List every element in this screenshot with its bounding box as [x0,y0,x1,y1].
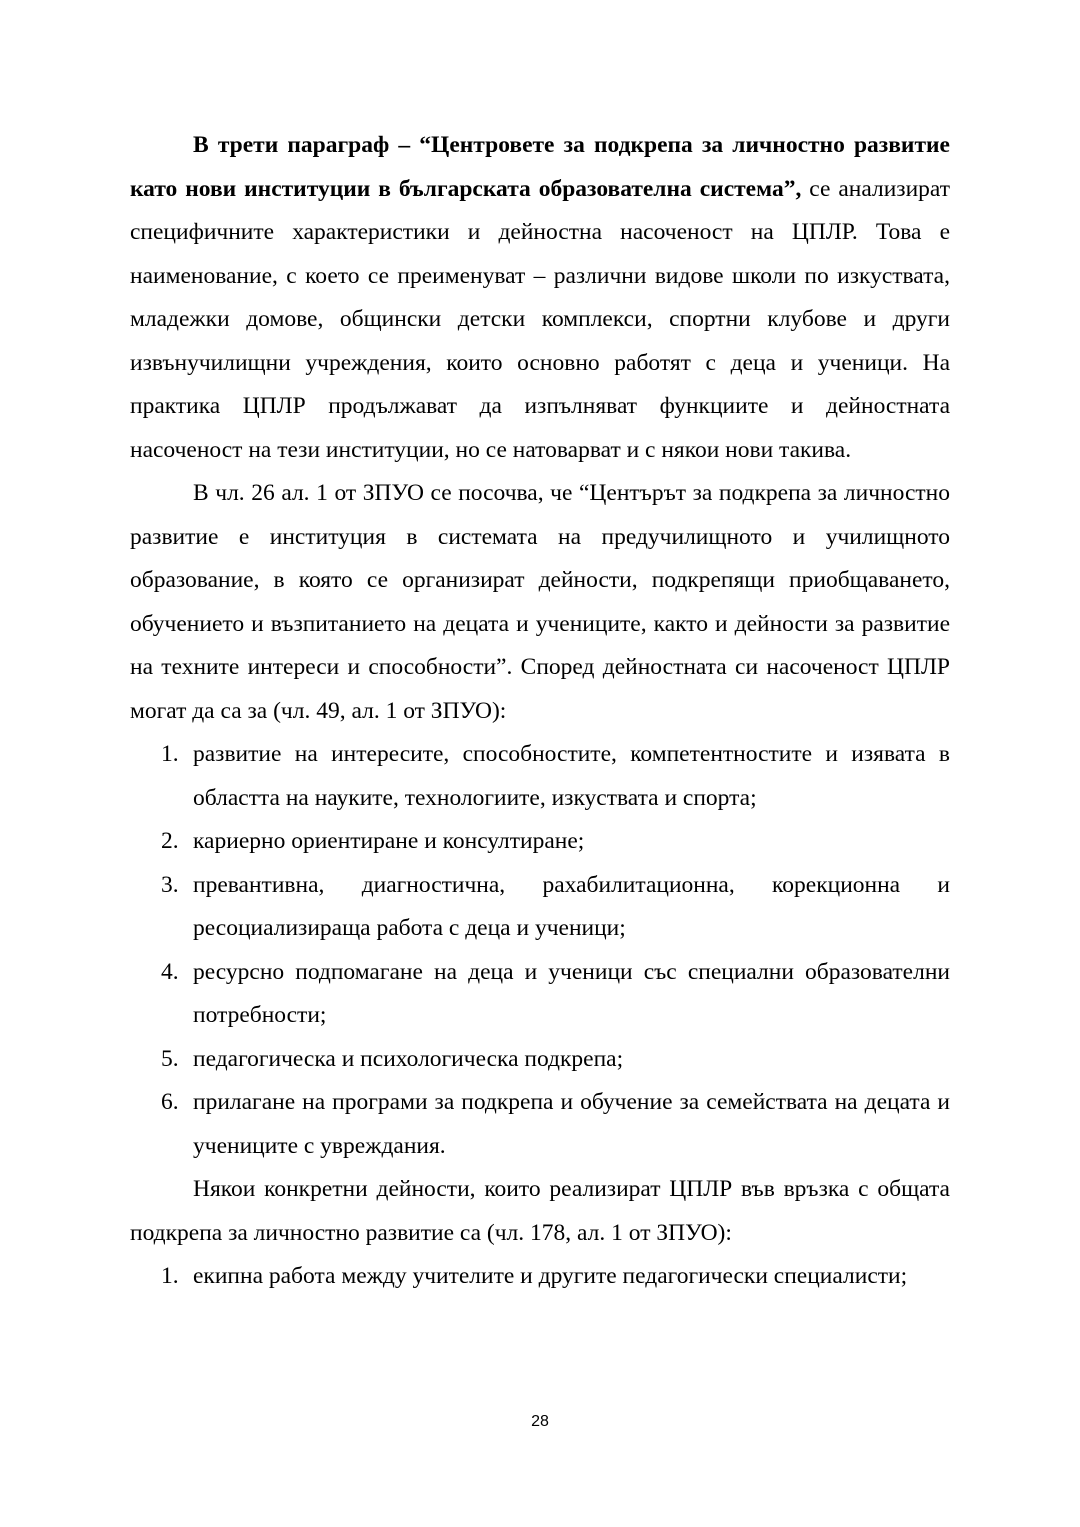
list-item-text: ресурсно подпомагане на деца и ученици със специални образователни потребности; [193,958,950,1028]
list-item-number: 1. [161,741,179,767]
paragraph-2: В чл. 26 ал. 1 от ЗПУО се посочва, че “Центърът за подкрепа за личностно развитие е институция в системата на предучилищното и училищното образование, в която се организират дейности, подкрепящи приобщаването, обучението и възпитанието на децата и учениците, както и дейности за развитие на техните интереси и способности”. Според дейностната си насоченост ЦПЛР могат да са за (чл. 49, ал. 1 от ЗПУО): [130,480,950,724]
paragraph-1-bold-lead: В трети параграф – “Центровете за подкрепа за личностно развитие като нови институции в българската образователна система”, [130,132,950,202]
document-page [130,124,950,1299]
list-item [130,1038,950,1082]
list-item-number: 5. [161,1045,179,1072]
list-item-text: педагогическа и психологическа подкрепа; [193,1045,624,1072]
list-item [130,820,950,864]
list-item [130,733,950,820]
list-item-number: 2. [161,828,179,854]
list-item-text: прилагане на програми за подкрепа и обучение за семействата на децата и учениците с увреждания. [193,1089,950,1159]
concrete-activities-list [130,1255,950,1299]
list-item [130,864,950,951]
paragraph-1 [130,124,950,472]
list-item-number: 1. [161,1263,179,1289]
activity-areas-list [130,733,950,1168]
list-item-number: 6. [161,1089,179,1115]
list-item-text: екипна работа между учителите и другите педагогически специалисти; [193,1263,908,1289]
paragraph-3: Някои конкретни дейности, които реализират ЦПЛР във връзка с общата подкрепа за личностно развитие са (чл. 178, ал. 1 от ЗПУО): [130,1176,950,1246]
paragraph-1-text: се анализират специфичните характеристики и дейностна насоченост на ЦПЛР. Това е наименование, с което се преименуват – различни видове школи по изкуствата, младежки домове, общински детски комплекси, спортни клубове и други извънучилищни учреждения, които основно работят с деца и ученици. На практика ЦПЛР продължават да изпълняват функциите и дейностната насоченост на тези институции, но се натоварват и с някои нови такива. [130,175,951,463]
list-item [130,1255,950,1299]
list-item-text: развитие на интересите, способностите, компетентностите и изявата в областта на науките, технологиите, изкуствата и спорта; [193,741,950,811]
list-item [130,1081,950,1168]
list-item [130,951,950,1038]
list-item-text: превантивна, диагностична, рахабилитационна, корекционна и ресоциализираща работа с деца и ученици; [193,871,950,941]
list-item-number: 4. [161,958,179,985]
page-number: 28 [531,1413,549,1430]
list-item-number: 3. [161,871,179,898]
list-item-text: кариерно ориентиране и консултиране; [193,828,585,854]
